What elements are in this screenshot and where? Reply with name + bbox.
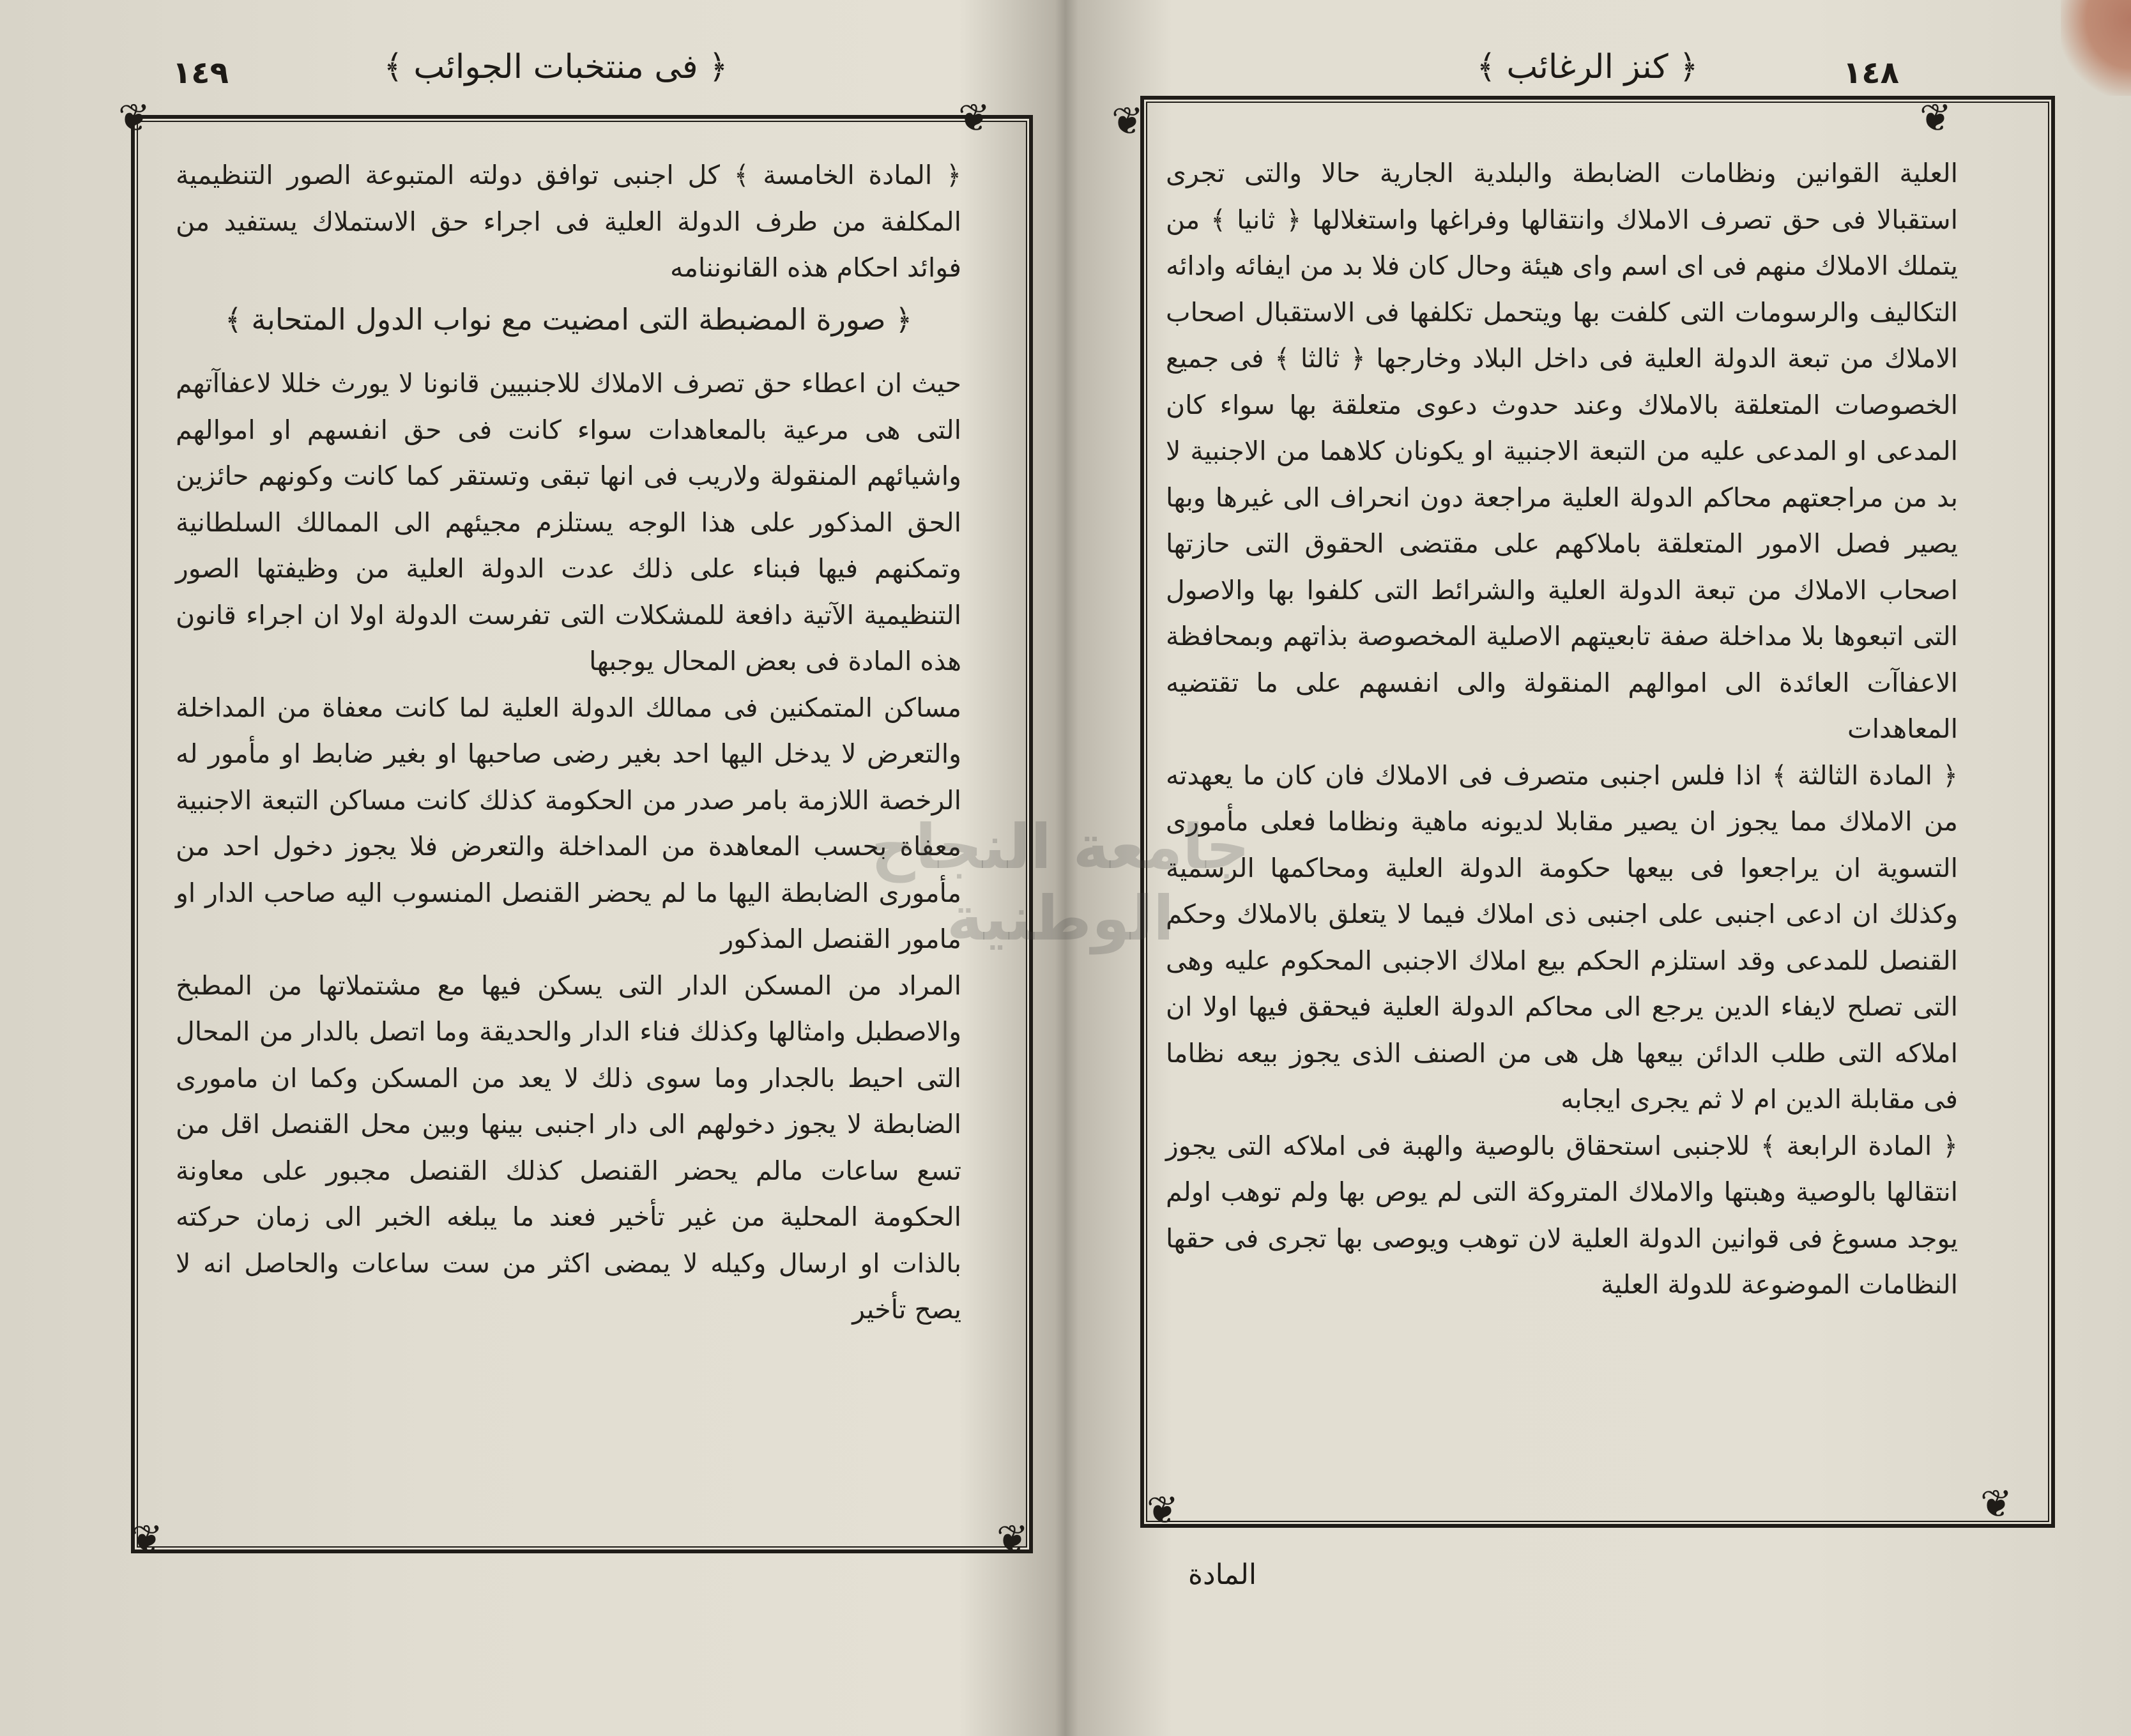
paragraph: ﴿ المادة الثالثة ﴾ اذا فلس اجنبى متصرف فى الاملاك فان كان ما يعهدته من الاملاك مما يجوز ان يصير مقابلا لديونه ماهية ونظاما فعلى مأمورى التسوية ان يراجعوا فى بيعها حكومة الدولة العلية ومحاكمها الرسمية وكذلك ان ادعى اجنبى على اجنبى ذى املاك فيما لا يتعلق بالاملاك وحكم القنصل للمدعى وقد استلزم الحكم بيع املاك الاجنبى المحكوم عليه وهى التى تصلح لايفاء الدين يرجع الى محاكم الدولة العلية فيحقق فيها اولا ان املاكه التى طلب الدائن بيعها هل هى من الصنف الذى يجوز بيعه نظاما فى مقابلة الدين ام لا ثم يجرى ايجابه [1166,759,1958,1115]
paragraph: العلية القوانين ونظامات الضابطة والبلدية الجارية حالا والتى تجرى استقبالا فى حق تصرف الاملاك وانتقالها وفراغها واستغلالها ﴿ ثانيا ﴾ من يتملك الاملاك منهم فى اى اسم واى هيئة وحال كان فلا بد من ايفائه وادائه التكاليف والرسومات التى كلفت بها ويتحمل تكلفها فى الاستقبال اصحاب الاملاك من تبعة الدولة العلية فى داخل البلاد وخارجها ﴿ ثالثا ﴾ فى جميع الخصوصات المتعلقة بالاملاك وعند حدوث دعوى متعلقة بها سواء كان المدعى او المدعى عليه من التبعة الاجنبية او يكونان كلاهما من الاجنبية لا بد من مراجعتهم محاكم الدولة العلية مراجعة دون انحراف الى غيرها وبها يصير فصل الامور المتعلقة باملاكهم على مقتضى الحقوق التى حازتها اصحاب الاملاك من تبعة الدولة العلية والشرائط التى كلفوا بها والاصول التى اتبعوها بلا مداخلة صفة تابعيتهم الاصلية المخصوصة بذاتهم وبمحافظة الاعفاآت العائدة الى اموالهم المنقولة والى انفسهم على ما تقتضيه المعاهدات [1166,158,1958,744]
right-page-header: ﴿ كنز الرغائب ﴾ [1476,48,1699,86]
catchword: المادة [1188,1558,1257,1591]
right-page-body [1166,150,1958,1308]
corner-ornament-icon: ❦ [1111,99,1144,144]
library-watermark: جامعة النجاح الوطنية [871,811,1250,954]
corner-ornament-icon: ❦ [130,1517,164,1562]
corner-ornament-icon: ❦ [996,1517,1029,1562]
corner-ornament-icon: ❦ [958,96,991,141]
corner-ornament-icon: ❦ [1980,1482,2013,1527]
paragraph: حيث ان اعطاء حق تصرف الاملاك للاجنبيين قانونا لا يورث خللا لاعفاآتهم التى هى مرعية بالمعاهدات سواء كانت فى حق انفسهم او اموالهم واشيائهم المنقولة ولاريب فى انها تبقى وتستقر كما كانت وكونهم حائزين الحق المذكور على هذا الوجه يستلزم مجيئهم الى الممالك السلطانية وتمكنهم فيها فبناء على ذلك عدت الدولة العلية من وظيفتها الصور التنظيمية الآتية دافعة للمشكلات التى تفرست الدولة اولا ان اجراء قانون هذه المادة فى بعض المحال يوجبها [176,368,961,676]
paragraph: مساكن المتمكنين فى ممالك الدولة العلية لما كانت معفاة من المداخلة والتعرض لا يدخل اليها احد بغير رضى صاحبها او بغير ضابط او مأمور له الرخصة اللازمة بامر صدر من الحكومة كذلك كانت مساكن التبعة الاجنبية معفاة بحسب المعاهدة من المداخلة والتعرض فلا يجوز دخول احد من مأمورى الضابطة اليها ما لم يحضر القنصل المنسوب اليه صاحب الدار او مامور القنصل المذكور [176,692,961,954]
paragraph: ﴿ المادة الرابعة ﴾ للاجنبى استحقاق بالوصية والهبة فى املاكه التى يجوز انتقالها بالوصية وهبتها والاملاك المتروكة التى لم يوص بها ولم توهب اولم يوجد مسوغ فى قوانين الدولة العلية لان توهب ويوصى بها تجرى فى حقها النظامات الموضوعة للدولة العلية [1166,1130,1958,1300]
corner-ornament-icon: ❦ [118,96,151,141]
corner-ornament-icon: ❦ [1146,1488,1179,1533]
paragraph: ﴿ المادة الخامسة ﴾ كل اجنبى توافق دولته المتبوعة الصور التنظيمية المكلفة من طرف الدولة العلية فى اجراء حق الاستملاك يستفيد من فوائد احكام هذه القانوننامه [176,160,961,283]
right-page-number: ١٤٨ [1843,55,1899,91]
section-heading: ﴿ صورة المضبطة التى امضيت مع نواب الدول المتحابة ﴾ [224,301,913,337]
thumb-holding-page [2061,0,2131,96]
left-page-header: ﴿ فى منتخبات الجوائب ﴾ [383,48,728,86]
left-page-body [176,152,961,1333]
left-page-number: ١٤٩ [172,55,229,91]
paragraph: المراد من المسكن الدار التى يسكن فيها مع مشتملاتها من المطبخ والاصطبل وامثالها وكذلك فناء الدار والحديقة وما اتصل بالدار من المحال التى احيط بالجدار وما سوى ذلك لا يعد من المسكن وكما ان مامورى الضابطة لا يجوز دخولهم الى دار اجنبى بينها وبين محل القنصل اقل من تسع ساعات مالم يحضر القنصل كذلك القنصل مجبور على معاونة الحكومة المحلية من غير تأخير فعند ما يبلغه الخبر الى زمان حركته بالذات او ارسال وكيله لا يمضى اكثر من ست ساعات والحاصل انه لا يصح تأخير [176,970,961,1325]
corner-ornament-icon: ❦ [1919,96,1952,141]
